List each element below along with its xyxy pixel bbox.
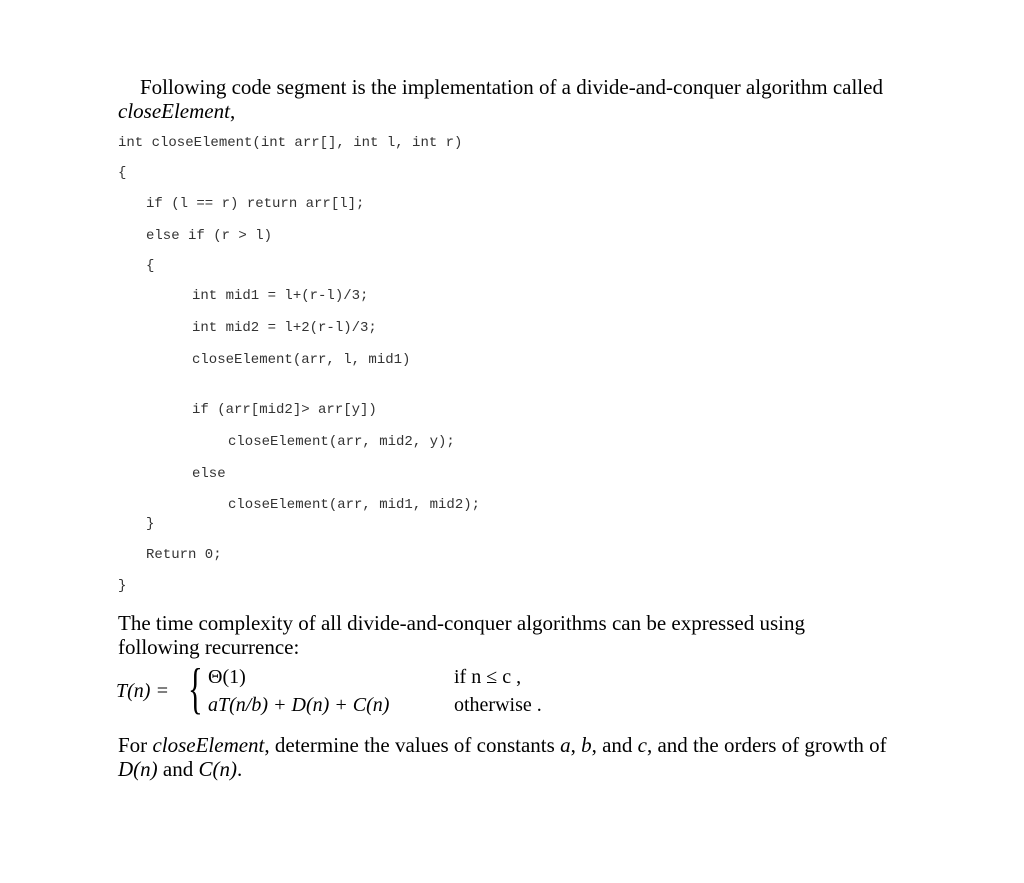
question-function-name: closeElement xyxy=(152,733,265,757)
code-line: else xyxy=(192,466,226,482)
code-line: } xyxy=(118,578,127,594)
constant-b: b xyxy=(581,733,592,757)
code-line: int mid1 = l+(r-l)/3; xyxy=(192,288,369,304)
code-line: closeElement(arr, l, mid1) xyxy=(192,352,411,368)
code-line: } xyxy=(146,516,155,532)
intro-line-1: Following code segment is the implementation of a divide-and-conquer algorithm called xyxy=(140,75,883,99)
code-line: if (arr[mid2]> arr[y]) xyxy=(192,402,377,418)
question-middle: , determine the values of constants xyxy=(264,733,561,757)
code-line: else if (r > l) xyxy=(146,228,273,244)
question-sep-1: , xyxy=(570,733,582,757)
code-line: int mid2 = l+2(r-l)/3; xyxy=(192,320,377,336)
code-line: if (l == r) return arr[l]; xyxy=(146,196,365,212)
code-line: Return 0; xyxy=(146,547,222,563)
c-of-n: C(n) xyxy=(198,757,237,781)
constant-a: a xyxy=(560,733,571,757)
question-sep-2: , and xyxy=(591,733,638,757)
d-of-n: D(n) xyxy=(118,757,158,781)
intro-line-2 xyxy=(118,99,235,123)
code-line: { xyxy=(146,258,155,274)
code-line: { xyxy=(118,165,127,181)
code-line: closeElement(arr, mid1, mid2); xyxy=(228,497,481,513)
question-prefix: For xyxy=(118,733,153,757)
question-line-1 xyxy=(118,733,887,757)
code-line: closeElement(arr, mid2, y); xyxy=(228,434,455,450)
question-rest: , and the orders of growth of xyxy=(646,733,887,757)
case2-condition: otherwise . xyxy=(454,694,542,716)
recurrence-line-1: The time complexity of all divide-and-conquer algorithms can be expressed using xyxy=(118,611,805,635)
case1-condition: if n ≤ c , xyxy=(454,666,522,688)
question-and: and xyxy=(157,757,199,781)
case2-expression: aT(n/b) + D(n) + C(n) xyxy=(208,694,390,716)
case1-expression: Θ(1) xyxy=(208,666,246,688)
intro-punct: , xyxy=(229,99,236,123)
question-end: . xyxy=(236,757,243,781)
recurrence-line-2: following recurrence: xyxy=(118,635,300,659)
constant-c: c xyxy=(637,733,647,757)
left-brace: { xyxy=(188,658,203,720)
question-line-2 xyxy=(118,757,242,781)
equation-lhs: T(n) = xyxy=(116,680,169,702)
function-name: closeElement xyxy=(118,99,230,123)
code-line: int closeElement(int arr[], int l, int r) xyxy=(118,135,463,151)
